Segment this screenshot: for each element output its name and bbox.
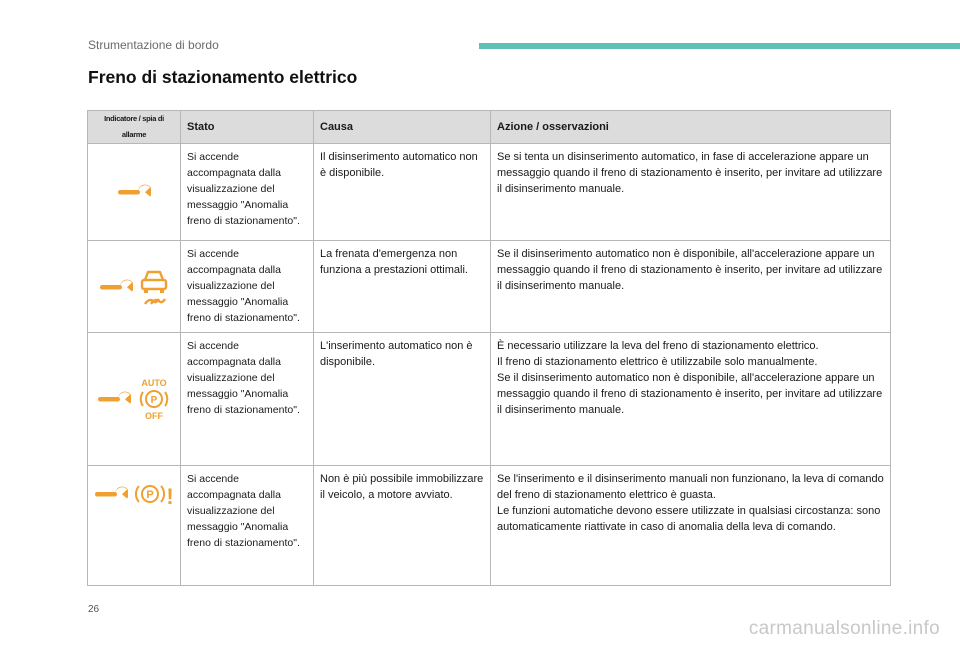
table-row xyxy=(88,333,891,466)
causa-cell: Il disinserimento automatico non è disponibile. xyxy=(314,144,491,241)
azione-cell xyxy=(491,241,891,333)
stato-cell: Si accende accompagnata dalla visualizzazione del messaggio "Anomalia freno di stazionamento". xyxy=(181,466,314,586)
column-header-azione: Azione / osservazioni xyxy=(491,111,891,144)
causa-cell: L'inserimento automatico non è disponibile. xyxy=(314,333,491,466)
wrench-icon xyxy=(99,278,133,296)
svg-text:AUTO: AUTO xyxy=(141,378,167,388)
indicator-cell xyxy=(88,144,181,241)
section-header: Strumentazione di bordo xyxy=(88,38,219,52)
indicator-cell xyxy=(88,333,181,466)
azione-text: Il freno di stazionamento elettrico è utilizzabile solo manualmente. xyxy=(497,356,818,368)
causa-cell: Non è più possibile immobilizzare il veicolo, a motore avviato. xyxy=(314,466,491,586)
stato-cell: Si accende accompagnata dalla visualizzazione del messaggio "Anomalia freno di stazionamento". xyxy=(181,241,314,333)
azione-text: Se il disinserimento automatico non è disponibile, all'accelerazione appare un messaggio quando il freno di stazionamento è inserito, per invitare ad utilizzare il disinserimento manuale. xyxy=(497,248,883,292)
column-header-indicator: Indicatore / spia di allarme xyxy=(88,111,181,144)
stato-cell: Si accende accompagnata dalla visualizzazione del messaggio "Anomalia freno di stazionamento". xyxy=(181,144,314,241)
wrench-icon xyxy=(117,183,151,201)
column-header-causa: Causa xyxy=(314,111,491,144)
causa-cell: La frenata d'emergenza non funziona a prestazioni ottimali. xyxy=(314,241,491,333)
azione-text: Se l'inserimento e il disinserimento manuali non funzionano, la leva di comando del freno di stazionamento elettrico è guasta. xyxy=(497,473,884,501)
table-row xyxy=(88,241,891,333)
indicator-cell xyxy=(88,241,181,333)
car-skid-icon xyxy=(139,268,169,306)
azione-text: Se il disinserimento automatico non è disponibile, all'accelerazione appare un messaggio quando il freno di stazionamento è inserito, per invitare ad utilizzare il disinserimento manuale. xyxy=(497,372,883,416)
svg-text:P: P xyxy=(146,489,154,501)
auto-off-park-icon xyxy=(137,377,171,421)
column-header-stato: Stato xyxy=(181,111,314,144)
svg-text:P: P xyxy=(150,395,158,406)
azione-text: Se si tenta un disinserimento automatico, in fase di accelerazione appare un messaggio quando il freno di stazionamento è inserito, per invitare ad utilizzare il disinserimento manuale. xyxy=(497,151,883,195)
page-number: 26 xyxy=(88,604,100,615)
indicator-cell xyxy=(88,466,181,586)
wrench-icon xyxy=(94,485,128,503)
azione-cell xyxy=(491,333,891,466)
table-row xyxy=(88,466,891,586)
table-header-row xyxy=(88,111,891,144)
azione-text: Le funzioni automatiche devono essere utilizzate in qualsiasi circostanza: sono automaticamente riattivate in caso di anomalia della leva di comando. xyxy=(497,505,881,533)
table-row xyxy=(88,144,891,241)
svg-text:!: ! xyxy=(166,484,174,508)
page-title: Freno di stazionamento elettrico xyxy=(88,67,358,87)
park-brake-warning-icon xyxy=(134,480,174,508)
wrench-icon xyxy=(97,390,131,408)
header-accent-bar xyxy=(479,43,960,49)
azione-cell xyxy=(491,466,891,586)
azione-cell xyxy=(491,144,891,241)
warning-lights-table xyxy=(87,110,891,586)
svg-text:OFF: OFF xyxy=(145,411,163,421)
azione-text: È necessario utilizzare la leva del freno di stazionamento elettrico. xyxy=(497,340,819,352)
watermark: carmanualsonline.info xyxy=(748,618,940,639)
stato-cell: Si accende accompagnata dalla visualizzazione del messaggio "Anomalia freno di stazionamento". xyxy=(181,333,314,466)
